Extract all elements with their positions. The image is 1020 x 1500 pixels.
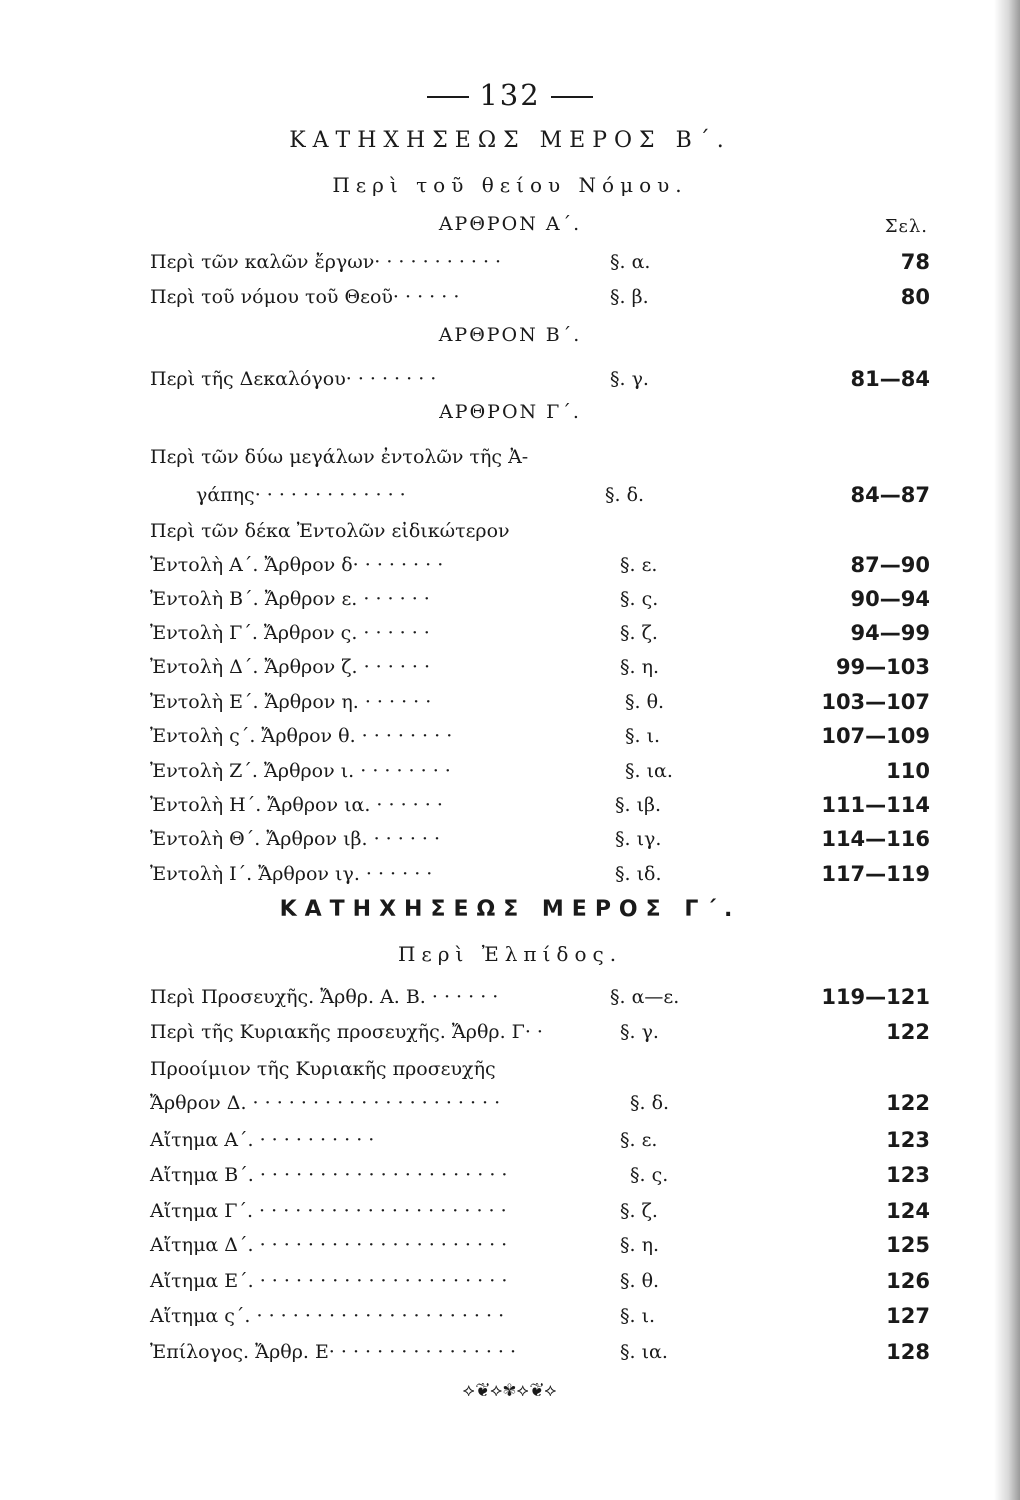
toc-entry [150, 754, 930, 788]
entry-section: §. γ. [610, 368, 649, 390]
entry-title: Αἴτημα Β΄. · · · · · · · · · · · · · · · · · · · · · [150, 1164, 508, 1186]
toc-entry [150, 857, 930, 891]
article-a-heading: ΑΡΘΡΟΝ Α΄. [438, 213, 582, 235]
entry-title: Ἐπίλογος. Ἄρθρ. Ε· · · · · · · · · · · · · · · · [150, 1341, 517, 1363]
entry-pages: 123 [886, 1128, 930, 1152]
toc-entry [150, 980, 930, 1014]
entry-pages: 117—119 [821, 862, 930, 886]
entry-title: Περὶ τῆς Κυριακῆς προσευχῆς. Ἄρθρ. Γ· · [150, 1021, 543, 1043]
entry-pages: 128 [886, 1340, 930, 1364]
toc-entry [150, 1158, 930, 1192]
entry-pages: 103—107 [821, 690, 930, 714]
entry-pages: 81—84 [850, 367, 930, 391]
entry-section: §. δ. [605, 484, 645, 506]
toc-entry [150, 1228, 930, 1262]
entry-pages: 123 [886, 1163, 930, 1187]
entry-section: §. ια. [620, 1341, 668, 1363]
toc-entry [150, 719, 930, 753]
toc-entry [150, 788, 930, 822]
entry-title: Περὶ Προσευχῆς. Ἄρθρ. Α. Β. · · · · · · [150, 986, 499, 1008]
toc-entry [150, 1123, 930, 1157]
entry-pages: 124 [886, 1199, 930, 1223]
toc-entry [150, 362, 930, 396]
entry-title: Περὶ τῶν δέκα Ἐντολῶν εἰδικώτερον [150, 520, 510, 542]
entry-section: §. η. [620, 1234, 660, 1256]
entry-title: Περὶ τῶν καλῶν ἔργων· · · · · · · · · · · [150, 251, 502, 273]
toc-entry [150, 1052, 930, 1086]
entry-section: §. ιγ. [615, 828, 662, 850]
entry-title: Ἐντολὴ Β΄. Ἄρθρον ε. · · · · · · [150, 588, 430, 610]
entry-section: §. ς. [620, 588, 659, 610]
entry-title: Περὶ τοῦ νόμου τοῦ Θεοῦ· · · · · · [150, 286, 460, 308]
article-b-heading: ΑΡΘΡΟΝ Β΄. [438, 324, 582, 346]
left-dash [427, 96, 469, 98]
entry-pages: 99—103 [835, 655, 930, 679]
entry-pages: 94—99 [850, 621, 930, 645]
right-dash [551, 96, 593, 98]
entry-pages: 80 [900, 285, 930, 309]
entry-title: Αἴτημα ς΄. · · · · · · · · · · · · · · · · · · · · · [150, 1305, 505, 1327]
entry-title: Ἐντολὴ Ε΄. Ἄρθρον η. · · · · · · [150, 691, 432, 713]
entry-section: §. θ. [620, 1270, 660, 1292]
entry-section: §. ιδ. [615, 863, 662, 885]
entry-title: Περὶ τῶν δύω μεγάλων ἐντολῶν τῆς Ἀ- [150, 446, 529, 468]
entry-pages: 110 [886, 759, 930, 783]
entry-pages: 127 [886, 1304, 930, 1328]
entry-pages: 114—116 [821, 827, 930, 851]
entry-pages: 111—114 [821, 793, 930, 817]
entry-pages: 78 [900, 250, 930, 274]
entry-title: Ἄρθρον Δ. · · · · · · · · · · · · · · · · · · · · · [150, 1092, 501, 1114]
toc-entry [150, 616, 930, 650]
entry-title: Αἴτημα Γ΄. · · · · · · · · · · · · · · · · · · · · · [150, 1200, 507, 1222]
entry-section: §. ια. [625, 760, 673, 782]
entry-title: Αἴτημα Α΄. · · · · · · · · · · [150, 1129, 375, 1151]
entry-title: Ἐντολὴ Θ΄. Ἄρθρον ιβ. · · · · · · [150, 828, 441, 850]
pages-column-label: Σελ. [884, 216, 928, 237]
toc-entry [150, 1299, 930, 1333]
entry-pages: 87—90 [850, 553, 930, 577]
entry-section: §. ι. [620, 1305, 656, 1327]
entry-title: Ἐντολὴ Δ΄. Ἄρθρον ζ. · · · · · · [150, 656, 431, 678]
toc-entry [150, 1264, 930, 1298]
entry-pages: 126 [886, 1269, 930, 1293]
entry-pages: 90—94 [850, 587, 930, 611]
entry-pages: 119—121 [821, 985, 930, 1009]
entry-title: Ἐντολὴ Ι΄. Ἄρθρον ιγ. · · · · · · [150, 863, 433, 885]
entry-title: Ἐντολὴ Ζ΄. Ἄρθρον ι. · · · · · · · · [150, 760, 451, 782]
toc-entry [150, 650, 930, 684]
toc-entry [150, 685, 930, 719]
entry-section: §. ι. [625, 725, 661, 747]
entry-section: §. ζ. [620, 1200, 658, 1222]
entry-section: §. ε. [620, 1129, 658, 1151]
entry-pages: 107—109 [821, 724, 930, 748]
part-b-subheading: Περὶ τοῦ θείου Νόμου. [332, 173, 688, 197]
entry-title: Ἐντολὴ Η΄. Ἄρθρον ια. · · · · · · [150, 794, 443, 816]
part-c-heading: ΚΑΤΗΧΗΣΕΩΣ ΜΕΡΟΣ Γ΄. [279, 897, 741, 922]
toc-entry [150, 1086, 930, 1120]
end-ornament: ⟡❦⟡✾⟡❦⟡ [462, 1380, 558, 1401]
page-number-header [0, 78, 1020, 112]
toc-entry [150, 478, 930, 512]
entry-title: Αἴτημα Ε΄. · · · · · · · · · · · · · · · · · · · · · [150, 1270, 508, 1292]
page-number: 132 [479, 78, 541, 112]
entry-section: §. β. [610, 286, 649, 308]
entry-section: §. δ. [630, 1092, 670, 1114]
entry-section: §. ιβ. [615, 794, 662, 816]
entry-title: Προοίμιον τῆς Κυριακῆς προσευχῆς [150, 1058, 496, 1080]
toc-entry [150, 1015, 930, 1049]
article-c-heading: ΑΡΘΡΟΝ Γ΄. [439, 401, 581, 423]
toc-entry [150, 1194, 930, 1228]
entry-section: §. η. [620, 656, 660, 678]
entry-section: §. ς. [630, 1164, 669, 1186]
toc-entry [150, 548, 930, 582]
entry-title: Περὶ τῆς Δεκαλόγου· · · · · · · · [150, 368, 437, 390]
entry-title: Ἐντολὴ Α΄. Ἄρθρον δ· · · · · · · · [150, 554, 444, 576]
entry-section: §. γ. [620, 1021, 659, 1043]
entry-section: §. θ. [625, 691, 665, 713]
entry-title: Ἐντολὴ ς΄. Ἄρθρον θ. · · · · · · · · [150, 725, 453, 747]
entry-title: γάπης· · · · · · · · · · · · · [196, 484, 406, 506]
entry-section: §. ε. [620, 554, 658, 576]
toc-entry [150, 245, 930, 279]
toc-entry [150, 822, 930, 856]
entry-title: Ἐντολὴ Γ΄. Ἄρθρον ς. · · · · · · [150, 622, 430, 644]
toc-entry [150, 514, 930, 548]
toc-entry [150, 280, 930, 314]
toc-entry [150, 1335, 930, 1369]
part-c-subheading: Περὶ Ἐλπίδος. [397, 942, 623, 966]
entry-title: Αἴτημα Δ΄. · · · · · · · · · · · · · · · · · · · · · [150, 1234, 508, 1256]
entry-section: §. α. [610, 251, 651, 273]
toc-entry [150, 582, 930, 616]
toc-entry [150, 440, 930, 474]
entry-pages: 122 [886, 1091, 930, 1115]
entry-pages: 84—87 [850, 483, 930, 507]
part-b-heading: ΚΑΤΗΧΗΣΕΩΣ ΜΕΡΟΣ Β΄. [289, 128, 731, 153]
entry-pages: 125 [886, 1233, 930, 1257]
entry-section: §. α—ε. [610, 986, 680, 1008]
entry-section: §. ζ. [620, 622, 658, 644]
entry-pages: 122 [886, 1020, 930, 1044]
